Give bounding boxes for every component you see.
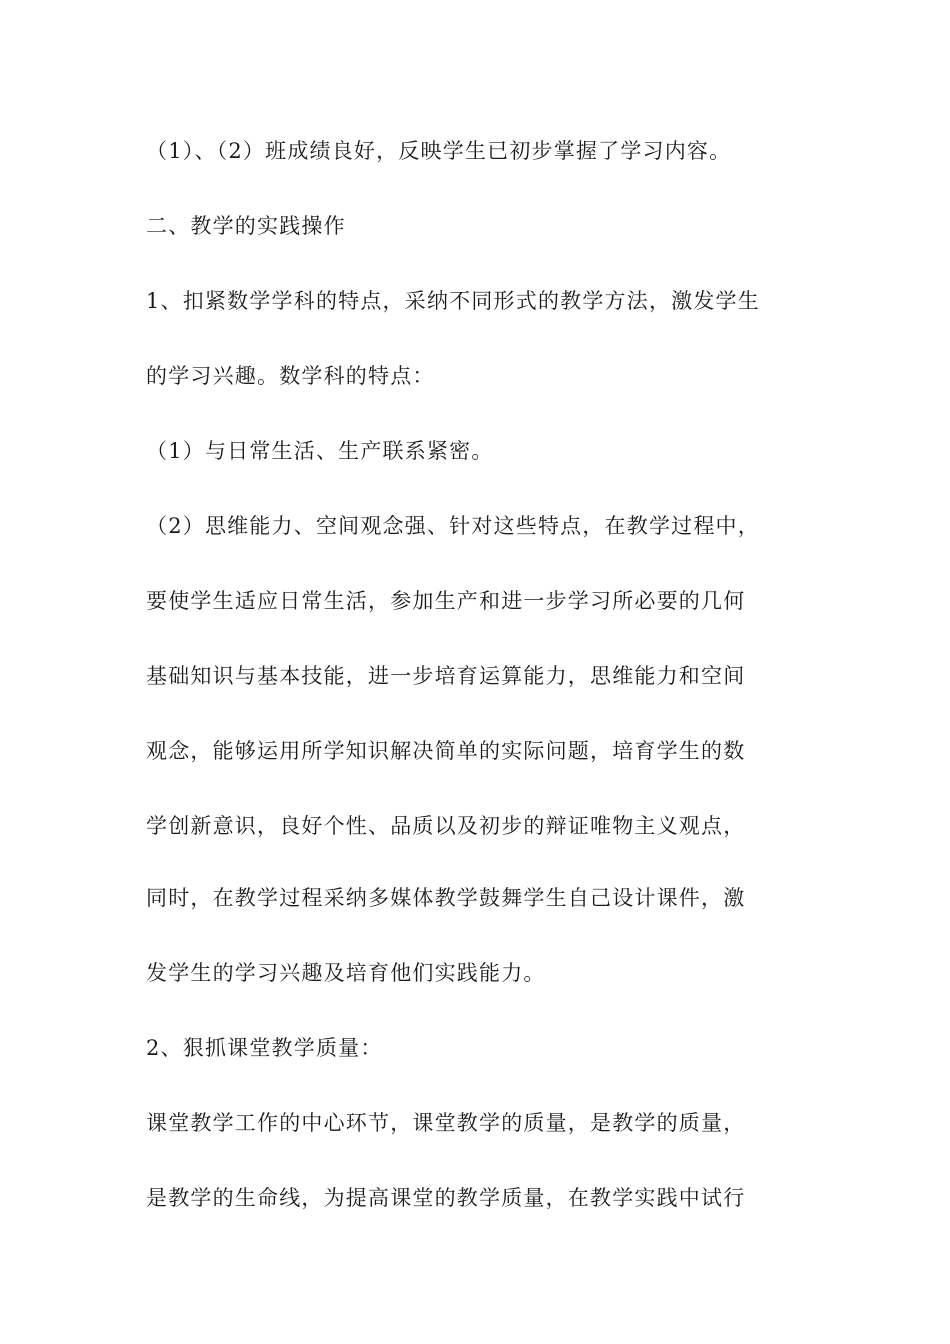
text-line-11: 同时，在教学过程采纳多媒体教学鼓舞学生自己设计课件，激 xyxy=(146,886,746,910)
text-line-13: 2、狠抓课堂教学质量： xyxy=(146,1036,383,1060)
text-line-7: 要使学生适应日常生活，参加生产和进一步学习所必要的几何 xyxy=(146,589,746,613)
text-line-5: （1）与日常生活、生产联系紧密。 xyxy=(146,439,494,463)
text-line-1: （1）、（2）班成绩良好，反映学生已初步掌握了学习内容。 xyxy=(146,139,732,163)
text-line-12: 发学生的学习兴趣及培育他们实践能力。 xyxy=(146,961,546,985)
text-line-10: 学创新意识，良好个性、品质以及初步的辩证唯物主义观点， xyxy=(146,814,746,838)
text-line-15: 是教学的生命线，为提高课堂的教学质量，在教学实践中试行 xyxy=(146,1186,746,1210)
section-heading-2: 二、教学的实践操作 xyxy=(146,214,346,238)
text-line-9: 观念，能够运用所学知识解决简单的实际问题，培育学生的数 xyxy=(146,739,746,763)
text-line-6: （2）思维能力、空间观念强、针对这些特点，在教学过程中， xyxy=(146,514,760,538)
text-line-3: 1、扣紧数学学科的特点，采纳不同形式的教学方法，激发学生 xyxy=(146,289,760,313)
text-line-4: 的学习兴趣。数学科的特点： xyxy=(146,364,435,388)
text-line-14: 课堂教学工作的中心环节，课堂教学的质量，是教学的质量， xyxy=(146,1111,746,1135)
text-line-8: 基础知识与基本技能，进一步培育运算能力，思维能力和空间 xyxy=(146,664,746,688)
